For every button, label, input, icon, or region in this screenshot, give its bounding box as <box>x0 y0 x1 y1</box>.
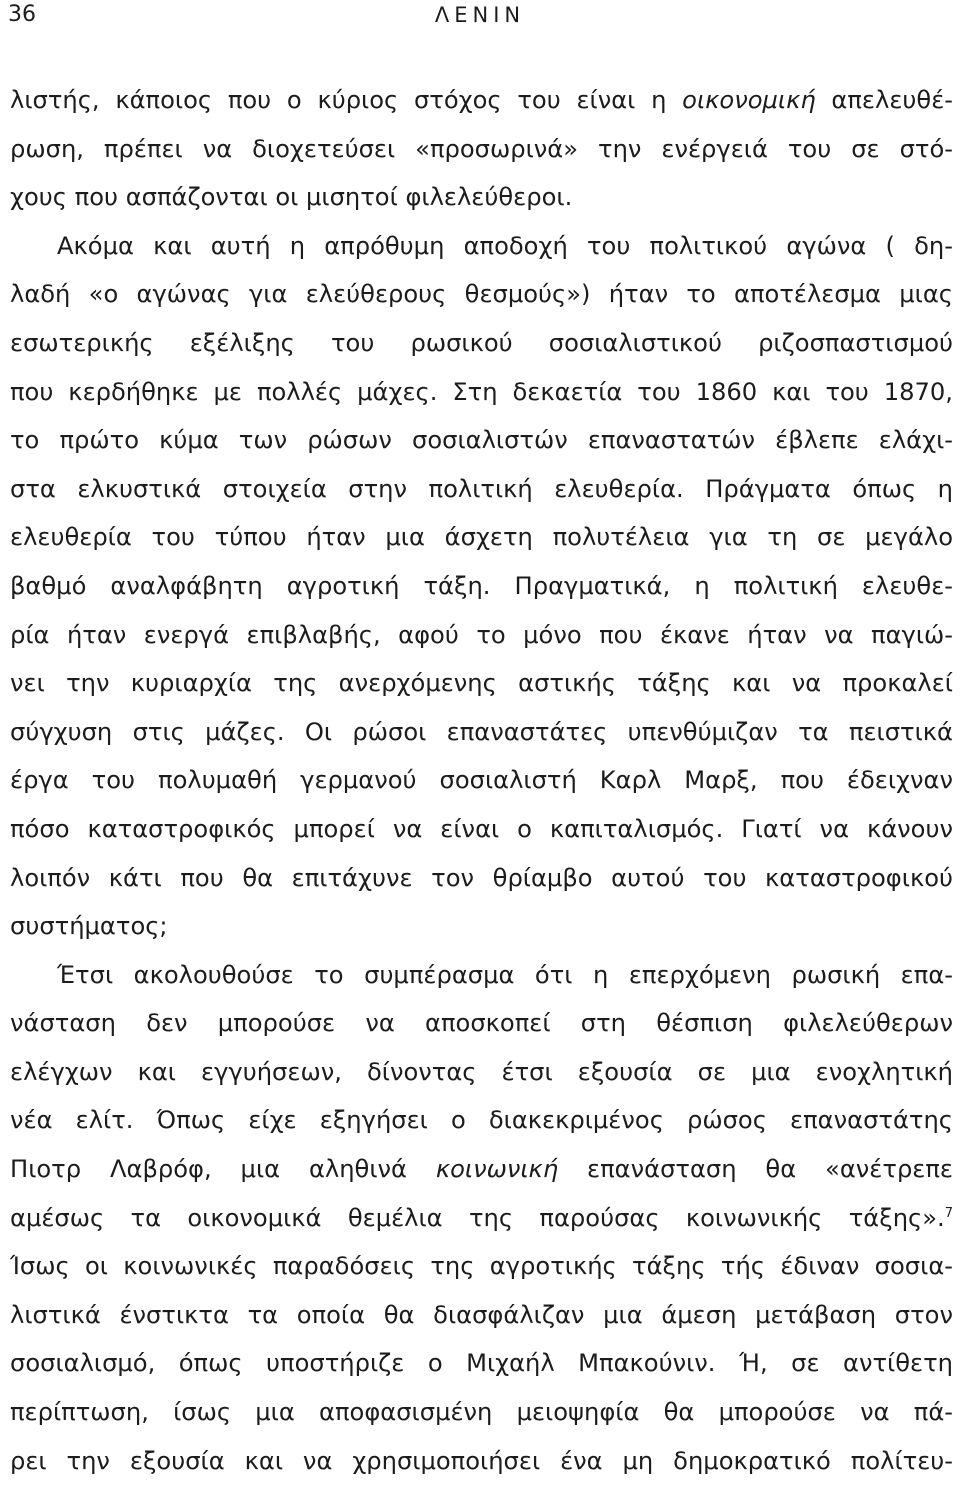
text-line: νάσταση δεν μπορούσε να αποσκοπεί στη θέσπιση φιλελεύθερων <box>10 1009 953 1038</box>
body-text <box>10 76 953 1485</box>
text-line: που κερδήθηκε με πολλές μάχες. Στη δεκαετία του 1860 και του 1870, <box>10 377 953 406</box>
text-line: νέα ελίτ. Όπως είχε εξηγήσει ο διακεκριμένος ρώσος επαναστάτης <box>10 1106 953 1135</box>
emphasis-social: κοινωνική <box>435 1155 559 1184</box>
text-line: βαθμό αναλφάβητη αγροτική τάξη. Πραγματικά, η πολιτική ελευθε- <box>10 571 953 600</box>
running-title: ΛΕΝΙΝ <box>434 3 526 27</box>
text-line: το πρώτο κύμα των ρώσων σοσιαλιστών επαναστατών έβλεπε ελάχι- <box>10 426 953 455</box>
text-line: ρία ήταν ενεργά επιβλαβής, αφού το μόνο που έκανε ήταν να παγιώ- <box>10 620 953 649</box>
page-number: 36 <box>8 2 36 27</box>
emphasis-economic: οικονομική <box>682 86 816 114</box>
text-line: Πιοτρ Λαβρόφ, μια αληθινά κοινωνική επανάσταση θα «ανέτρεπε <box>10 1155 954 1184</box>
text-line: ρωση, πρέπει να διοχετεύσει «προσωρινά» την ενέργειά του σε στό- <box>10 134 953 163</box>
text-line: Ίσως οι κοινωνικές παραδόσεις της αγροτικής τάξης τής έδιναν σοσια- <box>10 1252 953 1281</box>
text-line: λιστικά ένστικτα τα οποία θα διασφάλιζαν μια άμεση μετάβαση στον <box>10 1300 953 1329</box>
text-line: ρει την εξουσία και να χρησιμοποιήσει ένα μη δημοκρατικό πολίτευ- <box>10 1446 953 1475</box>
footnote-marker[interactable]: 7 <box>944 1205 953 1221</box>
text-line: λοιπόν κάτι που θα επιτάχυνε τον θρίαμβο αυτού του καταστροφικού <box>10 863 953 892</box>
text-line: συστήματος; <box>10 912 168 941</box>
text-line: Έτσι ακολουθούσε το συμπέρασμα ότι η επερχόμενη ρωσική επα- <box>57 960 953 989</box>
text-line: ελέγχων και εγγυήσεων, δίνοντας έτσι εξουσία σε μια ενοχλητική <box>10 1057 953 1086</box>
text-line: στα ελκυστικά στοιχεία στην πολιτική ελευθερία. Πράγματα όπως η <box>10 474 953 503</box>
text-line: εσωτερικής εξέλιξης του ρωσικού σοσιαλιστικού ριζοσπαστισμού <box>10 328 953 357</box>
running-head <box>0 0 960 30</box>
text-line: πόσο καταστροφικός μπορεί να είναι ο καπιταλισμός. Γιατί να κάνουν <box>10 814 953 843</box>
text-line: αμέσως τα οικονομικά θεμέλια της παρούσας κοινωνικής τάξης».$^7$ <box>10 1203 953 1232</box>
text-line: χους που ασπάζονται οι μισητοί φιλελεύθεροι. <box>10 183 573 212</box>
text-line: λαδή «ο αγώνας για ελεύθερους θεσμούς») ήταν το αποτέλεσμα μιας <box>10 280 953 309</box>
text-line: ελευθερία του τύπου ήταν μια άσχετη πολυτέλεια για τη σε μεγάλο <box>10 523 953 552</box>
text-line: περίπτωση, ίσως μια αποφασισμένη μειοψηφία θα μπορούσε να πά- <box>10 1398 953 1427</box>
text-line: σύγχυση στις μάζες. Οι ρώσοι επαναστάτες υπενθύμιζαν τα πειστικά <box>10 717 953 746</box>
text-line: νει την κυριαρχία της ανερχόμενης αστικής τάξης και να προκαλεί <box>10 669 953 698</box>
text-line: Ακόμα και αυτή η απρόθυμη αποδοχή του πολιτικού αγώνα ( δη- <box>57 231 953 260</box>
text-line: λιστής, κάποιος που ο κύριος στόχος του είναι η οικονομική απελευθέ- <box>10 86 953 114</box>
text-line: σοσιαλισμό, όπως υποστήριζε ο Μιχαήλ Μπακούνιν. Ή, σε αντίθετη <box>10 1349 953 1378</box>
text-line: έργα του πολυμαθή γερμανού σοσιαλιστή Καρλ Μαρξ, που έδειχναν <box>10 766 953 795</box>
